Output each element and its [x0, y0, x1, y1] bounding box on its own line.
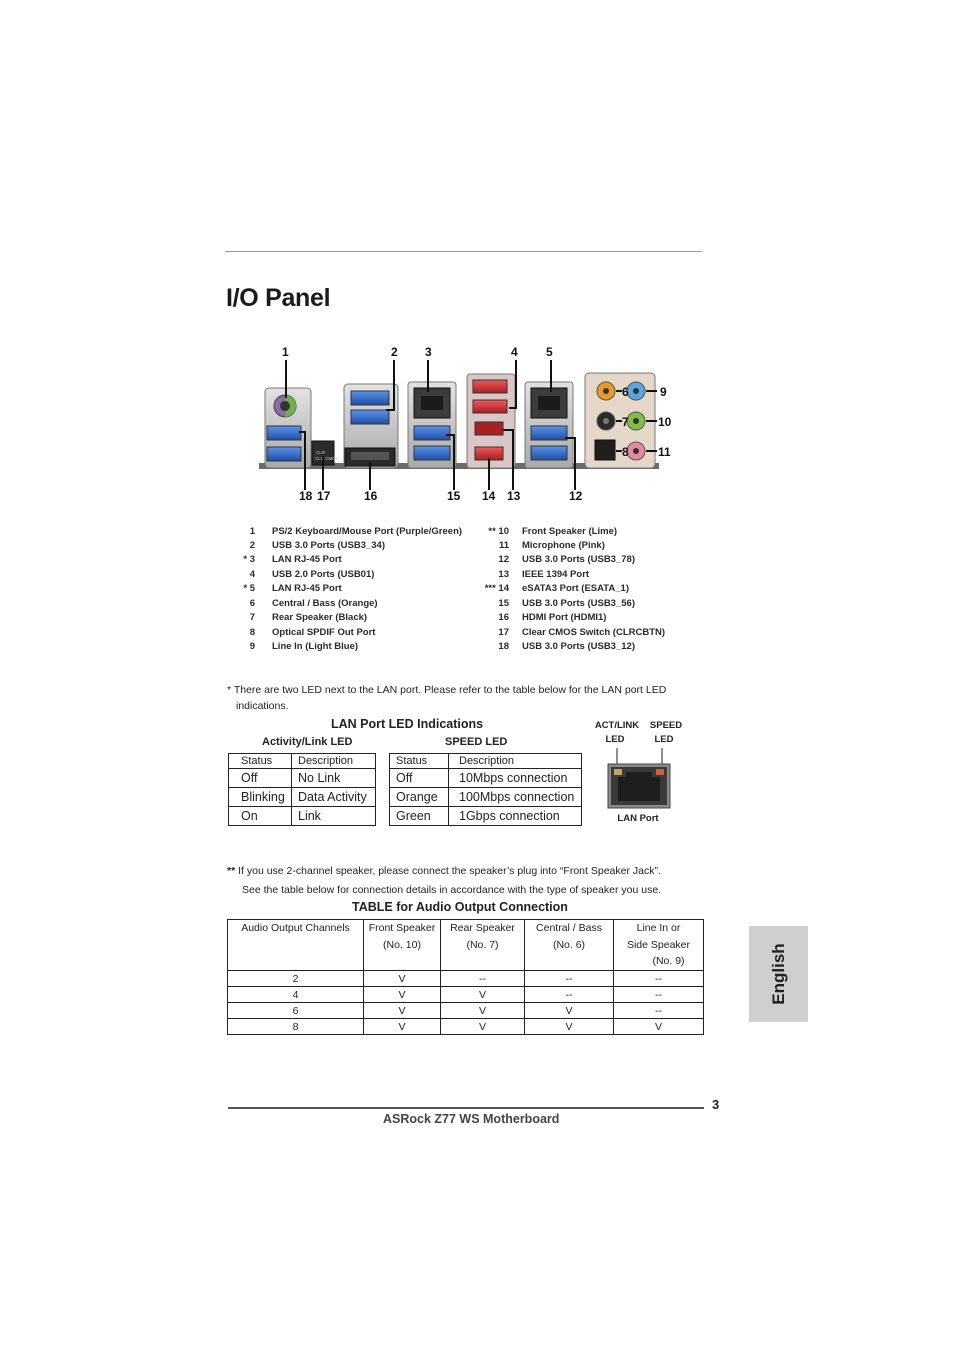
- table-cell: Orange: [390, 788, 449, 807]
- table-cell: Data Activity: [292, 788, 376, 807]
- table-cell: V: [364, 1003, 441, 1019]
- table-cell: 1Gbps connection: [449, 807, 582, 826]
- speed-label-1: SPEED: [649, 720, 683, 731]
- table-cell: --: [614, 1003, 704, 1019]
- table-cell: --: [614, 971, 704, 987]
- callout-11: 11: [658, 445, 671, 459]
- table-row: [228, 1003, 704, 1019]
- callout-10: 10: [658, 415, 672, 429]
- page-title: I/O Panel: [226, 284, 331, 312]
- table-header: Status: [390, 754, 449, 769]
- table-cell: V: [364, 987, 441, 1003]
- svg-text:CLR CMOS: CLR CMOS: [315, 456, 339, 461]
- table-header: Front Speaker (No. 10): [364, 920, 441, 971]
- callout-2: 2: [391, 345, 398, 359]
- table-cell: 8: [228, 1019, 364, 1035]
- table-cell: 4: [228, 987, 364, 1003]
- table-header: Rear Speaker (No. 7): [441, 920, 525, 971]
- footer-text: ASRock Z77 WS Motherboard: [383, 1112, 560, 1126]
- activity-led-title: Activity/Link LED: [262, 736, 353, 748]
- table-cell: On: [229, 807, 292, 826]
- speed-label-2: LED: [654, 734, 674, 745]
- table-cell: --: [525, 987, 614, 1003]
- table-header: Status: [229, 754, 292, 769]
- language-side-tab-label: English: [768, 943, 788, 1005]
- table-cell: No Link: [292, 769, 376, 788]
- speed-led-table: [389, 753, 582, 826]
- callout-8: 8: [622, 445, 629, 459]
- lan-note-line1: * There are two LED next to the LAN port. Please refer to the table below for the LAN port LED: [227, 684, 667, 696]
- act-led: [614, 769, 622, 775]
- footer-rule: [228, 1107, 704, 1109]
- audio-table-title: TABLE for Audio Output Connection: [352, 900, 568, 914]
- svg-text:CLR: CLR: [316, 450, 326, 455]
- speaker-note-line1: [227, 865, 661, 877]
- table-cell: Off: [229, 769, 292, 788]
- table-cell: V: [525, 1003, 614, 1019]
- lan-port-label: LAN Port: [617, 813, 659, 824]
- callout-16: 16: [364, 489, 378, 503]
- table-cell: 100Mbps connection: [449, 788, 582, 807]
- callout-6: 6: [622, 385, 629, 399]
- callout-15: 15: [447, 489, 461, 503]
- table-header: Description: [292, 754, 376, 769]
- act-link-label-2: LED: [605, 734, 625, 745]
- table-header: Description: [449, 754, 582, 769]
- table-cell: --: [525, 971, 614, 987]
- table-header: Audio Output Channels: [228, 920, 364, 971]
- callout-18: 18: [299, 489, 313, 503]
- speaker-note-text: If you use 2-channel speaker, please connect the speaker’s plug into “Front Speaker Jack”.: [235, 865, 661, 877]
- callout-5: 5: [546, 345, 553, 359]
- activity-led-table: [228, 753, 376, 826]
- table-row: [228, 987, 704, 1003]
- callout-4: 4: [511, 345, 518, 359]
- speed-led-title: SPEED LED: [445, 736, 508, 748]
- callout-13: 13: [507, 489, 521, 503]
- table-cell: 2: [228, 971, 364, 987]
- table-header: Central / Bass (No. 6): [525, 920, 614, 971]
- callout-9: 9: [660, 385, 667, 399]
- table-cell: Link: [292, 807, 376, 826]
- callout-12: 12: [569, 489, 583, 503]
- speed-led: [656, 769, 664, 775]
- table-header: Line In or Side Speaker (No. 9): [614, 920, 704, 971]
- speaker-note-marker: **: [227, 865, 236, 877]
- speaker-note-line2: See the table below for connection details in accordance with the type of speaker you use.: [242, 884, 662, 896]
- table-cell: V: [364, 971, 441, 987]
- table-cell: V: [525, 1019, 614, 1035]
- table-cell: 6: [228, 1003, 364, 1019]
- act-link-label-1: ACT/LINK: [594, 720, 640, 731]
- lan-note-line2: indications.: [236, 700, 289, 712]
- table-cell: Off: [390, 769, 449, 788]
- audio-output-table: [227, 919, 704, 1035]
- table-cell: Blinking: [229, 788, 292, 807]
- table-cell: V: [614, 1019, 704, 1035]
- table-cell: Green: [390, 807, 449, 826]
- table-cell: V: [441, 1019, 525, 1035]
- page-number: 3: [712, 1097, 720, 1112]
- table-cell: V: [364, 1019, 441, 1035]
- table-row: [228, 971, 704, 987]
- table-cell: 10Mbps connection: [449, 769, 582, 788]
- lan-port-diagram: [606, 748, 672, 810]
- table-cell: V: [441, 1003, 525, 1019]
- callout-17: 17: [317, 489, 331, 503]
- table-cell: --: [441, 971, 525, 987]
- callout-7: 7: [622, 415, 629, 429]
- callout-3: 3: [425, 345, 432, 359]
- lan-led-title: LAN Port LED Indications: [331, 717, 484, 731]
- port-legend: 1 PS/2 Keyboard/Mouse Port (Purple/Green) 2 USB 3.0 Ports (USB3_34) * 3 LAN RJ-45 Port 4 USB 2.0 Ports (USB01) * 5 LAN RJ-45 Port 6 Central / Bass (Orange) 7 Rear Speaker (Black) 8 Optical SPDIF Out Port 9 Line In (Light Blue) ** 10 Front Speaker (Lime) 11 Microphone (Pink) 12 USB 3.0 Ports (USB3_78) 13 IEEE 1394 Port *** 14 eSATA3 Port (ESATA_1) 15 USB 3.0 Ports (USB3_56) 16 HDMI Port (HDMI1) 17 Clear CMOS Switch (CLRCBTN) 18 USB 3.0 Ports (USB3_12): [243, 526, 666, 652]
- table-cell: V: [441, 987, 525, 1003]
- callout-1: 1: [282, 345, 289, 359]
- table-cell: --: [614, 987, 704, 1003]
- callout-14: 14: [482, 489, 496, 503]
- language-side-tab: [749, 926, 808, 1022]
- table-row: [228, 1019, 704, 1035]
